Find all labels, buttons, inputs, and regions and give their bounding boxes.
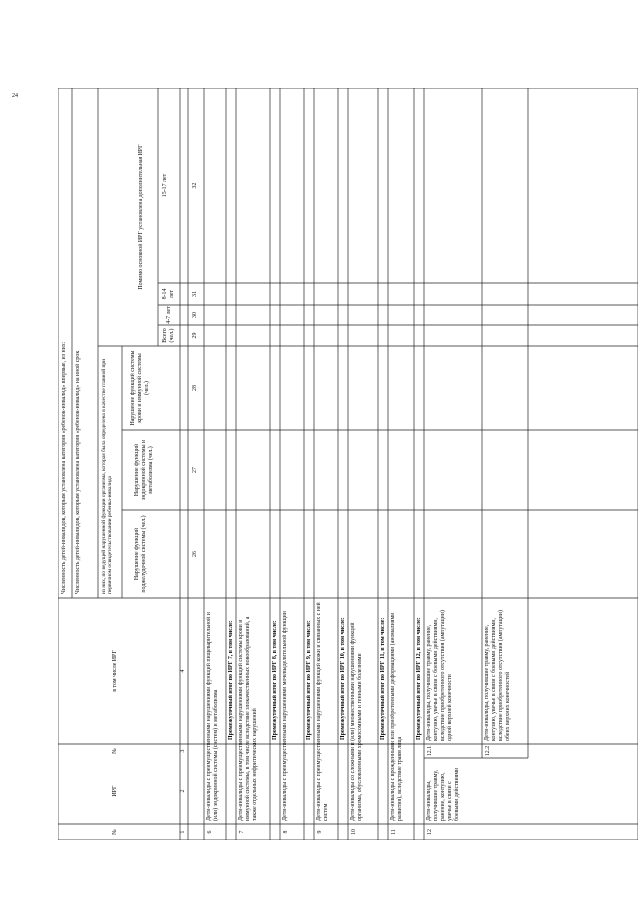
row-label: Дети-инвалиды с преимущественными нарушениями функций кожи и связанных с ней систем xyxy=(316,602,329,821)
subtotal-row: Промежуточный итог по ИРГ 12, в том числе: xyxy=(416,617,422,740)
header-func-blood: Нарушение функций системы крови и иммунной системы (чел.) xyxy=(130,350,150,426)
row-number: 6 xyxy=(207,830,213,834)
header-irg: ИРГ xyxy=(112,785,118,797)
row-number: 8 xyxy=(283,830,289,834)
header-count-other-group: Численность детей-инвалидов, которым установлена категория «ребенок-инвалид» на иной срок xyxy=(75,350,81,594)
subtotal-row: Промежуточный итог по ИРГ 8, в том числе: xyxy=(272,620,278,740)
subtotal-row: Промежуточный итог по ИРГ 7, в том числе: xyxy=(228,620,234,740)
column-number-32: 32 xyxy=(192,182,198,189)
sub-row-label: Дети-инвалиды, получившие травму, ранение, контузию, увечье в связи с боевыми действиями, вследствие приобретенного отсутствия (ампутации) одной верхней конечности xyxy=(426,610,453,741)
subtotal-row: Промежуточный итог по ИРГ 10, в том числе: xyxy=(340,617,346,740)
header-age-4-7: 4-7 лет xyxy=(166,306,172,324)
row-number: 11 xyxy=(391,829,397,835)
header-age-15-17: 15-17 лет xyxy=(162,173,168,198)
row-label: Дети-инвалиды с преимущественными нарушениями функций системы крови и иммунной системы, в том числе вследствие злокачественных новообразований, а также отдельных нефритических нарушений xyxy=(238,616,258,821)
column-number-29: 29 xyxy=(192,332,198,339)
subtotal-row: Промежуточный итог по ИРГ 9, в том числе: xyxy=(306,620,312,740)
column-number-27: 27 xyxy=(192,467,198,473)
row-label: Дети-инвалиды с преимущественными нарушениями функций пищеварительной и (или) эндокринной системы (систем) и метаболизма xyxy=(206,612,219,821)
column-index-1: 1 xyxy=(180,830,186,834)
header-no: № xyxy=(112,829,118,835)
subtotal-row: Промежуточный итог по ИРГ 11, в том числе: xyxy=(380,617,386,740)
column-index-4: 4 xyxy=(180,669,186,673)
column-number-26: 26 xyxy=(192,551,198,557)
row-label: Дети-инвалиды с преимущественными нарушениями мочевыделительной функции xyxy=(282,611,288,821)
header-besides-main: Помимо основной ИРГ установлена дополнительная ИРГ xyxy=(138,144,144,290)
header-func-pancreas: Нарушение функций поджелудочной системы (чел.) xyxy=(134,515,147,593)
header-func-endocrine: Нарушение функций эндокринной системы и метаболизма (чел.) xyxy=(134,439,154,501)
row-label: Дети-инвалиды с врожденными или приобретенными деформациями (аномалиями развития), вследствие травм лица xyxy=(390,612,403,821)
sub-row-number: 12.1 xyxy=(427,745,433,757)
column-number-30: 30 xyxy=(192,312,198,318)
column-number-31: 31 xyxy=(192,291,198,297)
page-number: 24 xyxy=(12,93,18,99)
header-sub-irg: в том числе ИРГ xyxy=(112,650,118,692)
row-number: 10 xyxy=(351,829,357,835)
column-number-28: 28 xyxy=(192,385,198,391)
header-count-total: Численность детей-инвалидов, которым установлена категория «ребенок-инвалид» впервые, из них: xyxy=(61,341,67,594)
row-number: 7 xyxy=(239,830,245,834)
header-total: Всего (чел.) xyxy=(162,328,175,343)
row-label: Дети-инвалиды со сложными и (или) множественными нарушениями функций организма, обусловленными хромосомными и генными болезнями xyxy=(350,622,363,821)
row-label: Дети-инвалиды, получившие травму, ранение, контузию, увечье в связи с боевыми действиями xyxy=(426,767,460,821)
header-age-8-14: 8-14 лет xyxy=(162,288,175,300)
row-number: 9 xyxy=(317,830,323,834)
row-number: 12 xyxy=(427,829,433,835)
rotated-table xyxy=(58,88,638,840)
column-index-2: 2 xyxy=(180,789,186,793)
sub-row-number: 12.2 xyxy=(485,745,491,757)
header-from-them: из них, по ведущей нарушенной функции организма, которая была определена в качестве главной при первичном освидетельствовании ребенка-инвалида xyxy=(101,359,114,594)
sub-row-label: Дети-инвалиды, получившие травму, ранение, контузию, увечье в связи с боевыми действиями, вследствие приобретенного отсутствия (ампутации) обеих верхних конечностей xyxy=(484,610,511,741)
column-index-3: 3 xyxy=(180,749,186,753)
header-sub-no: № xyxy=(112,748,118,754)
